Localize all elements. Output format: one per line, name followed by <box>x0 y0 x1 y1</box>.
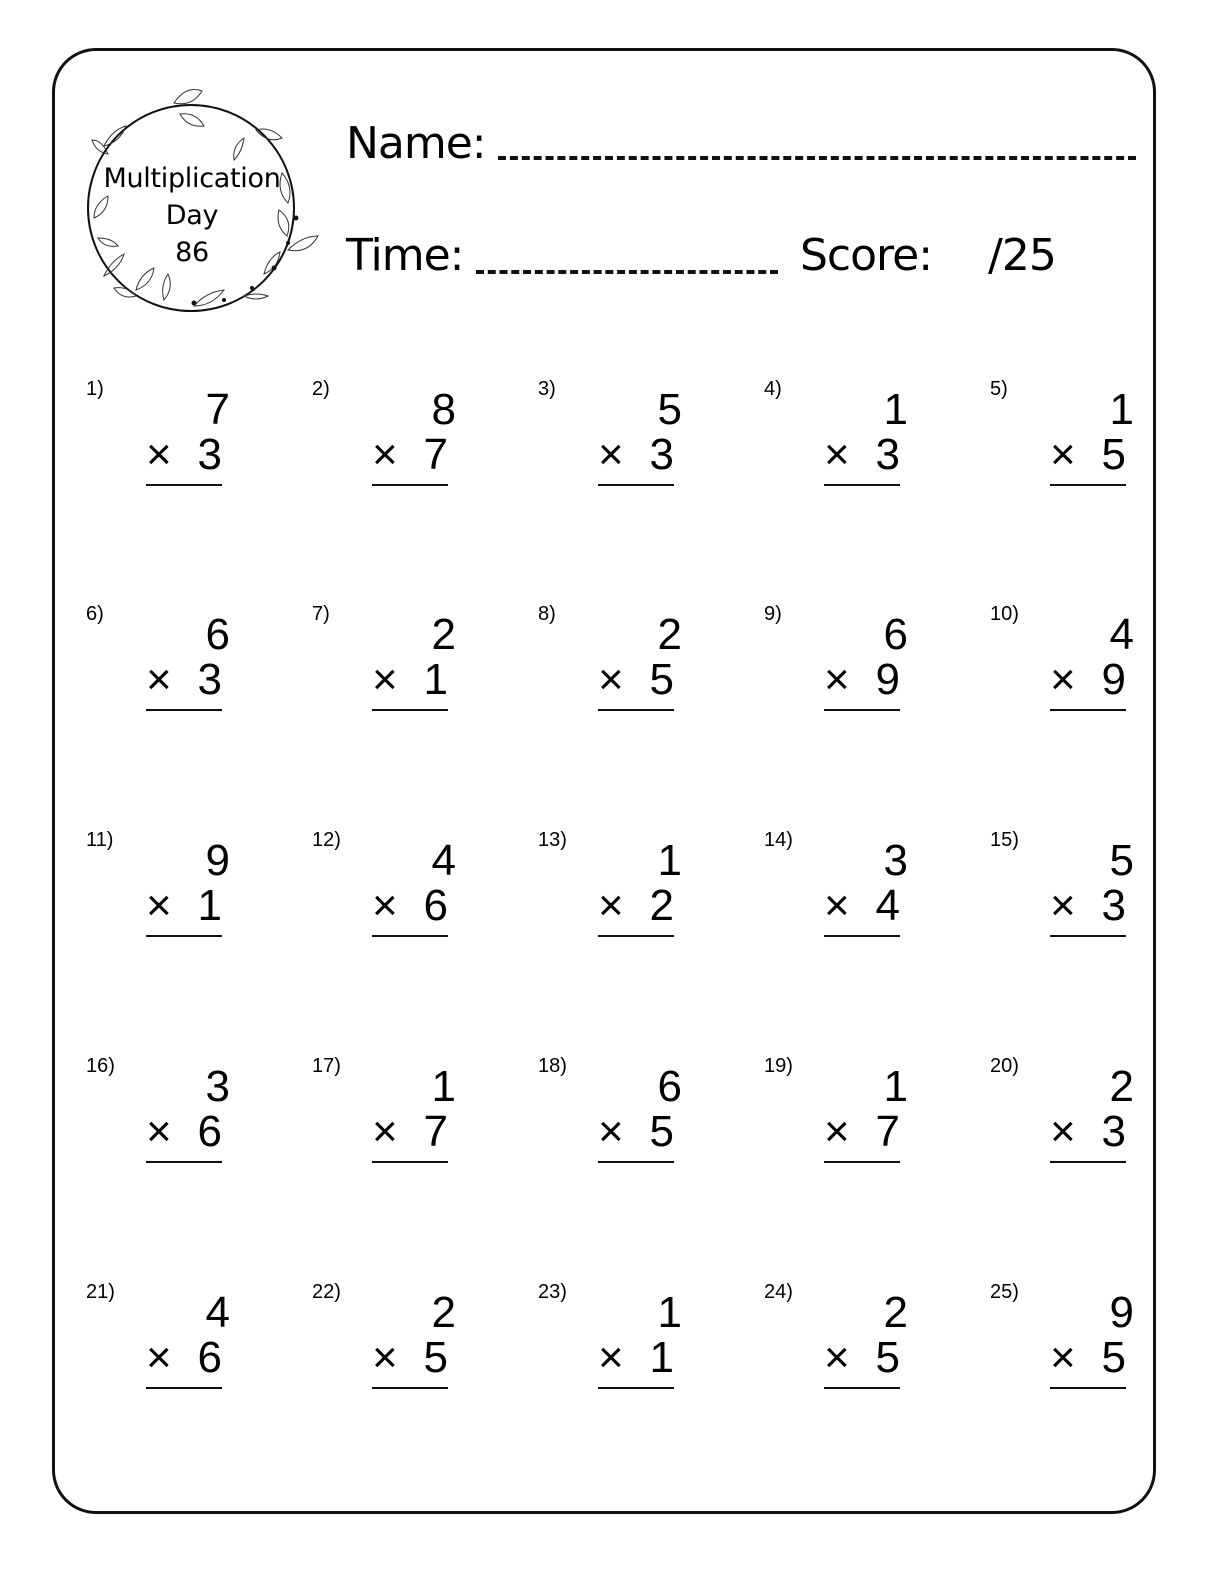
multiplier: 7 <box>875 1107 900 1156</box>
answer-line[interactable] <box>824 484 900 486</box>
multiplicand: 7 <box>205 385 230 434</box>
problem <box>312 603 538 743</box>
multiplicand: 6 <box>657 1062 682 1111</box>
problem-number: 15) <box>990 829 1019 851</box>
problem-number: 13) <box>538 829 567 851</box>
problem <box>990 829 1216 969</box>
multiplier-row <box>824 1334 900 1382</box>
answer-line[interactable] <box>1050 484 1126 486</box>
problem-number: 21) <box>86 1281 115 1303</box>
problem-number: 2) <box>312 378 330 400</box>
problem <box>538 1055 764 1195</box>
multiplier-row <box>372 656 448 704</box>
times-icon: × <box>824 1107 850 1156</box>
answer-line[interactable] <box>146 484 222 486</box>
multiplicand: 2 <box>431 610 456 659</box>
problem-number: 20) <box>990 1055 1019 1077</box>
problem <box>990 1055 1216 1195</box>
problem <box>764 1281 990 1421</box>
answer-line[interactable] <box>146 1161 222 1163</box>
answer-line[interactable] <box>372 484 448 486</box>
problem <box>312 1055 538 1195</box>
answer-line[interactable] <box>146 935 222 937</box>
times-icon: × <box>824 430 850 479</box>
multiplicand: 5 <box>657 385 682 434</box>
multiplicand: 6 <box>205 610 230 659</box>
multiplier: 6 <box>197 1333 222 1382</box>
multiplier: 7 <box>423 430 448 479</box>
problem <box>538 829 764 969</box>
times-icon: × <box>372 430 398 479</box>
problem-number: 14) <box>764 829 793 851</box>
answer-line[interactable] <box>146 709 222 711</box>
multiplicand: 1 <box>883 1062 908 1111</box>
answer-line[interactable] <box>824 1387 900 1389</box>
multiplier-row <box>372 882 448 930</box>
problem-number: 4) <box>764 378 782 400</box>
times-icon: × <box>598 1107 624 1156</box>
multiplier-row <box>1050 1334 1126 1382</box>
times-icon: × <box>372 881 398 930</box>
times-icon: × <box>1050 655 1076 704</box>
problem <box>538 1281 764 1421</box>
multiplicand: 6 <box>883 610 908 659</box>
times-icon: × <box>598 430 624 479</box>
times-icon: × <box>146 1107 172 1156</box>
times-icon: × <box>146 1333 172 1382</box>
problem <box>764 1055 990 1195</box>
problem-number: 5) <box>990 378 1008 400</box>
answer-line[interactable] <box>372 709 448 711</box>
multiplicand: 1 <box>883 385 908 434</box>
score-total: /25 <box>988 230 1056 281</box>
multiplier: 3 <box>875 430 900 479</box>
answer-line[interactable] <box>598 1387 674 1389</box>
problem <box>86 603 312 743</box>
answer-line[interactable] <box>598 709 674 711</box>
title-badge <box>74 78 324 328</box>
multiplier-row <box>372 1108 448 1156</box>
times-icon: × <box>1050 1333 1076 1382</box>
multiplier: 3 <box>197 655 222 704</box>
problem-number: 9) <box>764 603 782 625</box>
multiplier-row <box>824 882 900 930</box>
answer-line[interactable] <box>598 935 674 937</box>
multiplier: 6 <box>197 1107 222 1156</box>
problem-number: 25) <box>990 1281 1019 1303</box>
multiplier: 2 <box>649 881 674 930</box>
answer-line[interactable] <box>372 1161 448 1163</box>
multiplier: 1 <box>649 1333 674 1382</box>
times-icon: × <box>824 1333 850 1382</box>
multiplier-row <box>372 1334 448 1382</box>
times-icon: × <box>146 655 172 704</box>
problem <box>990 378 1216 518</box>
problem <box>538 378 764 518</box>
problem-number: 10) <box>990 603 1019 625</box>
time-label: Time: <box>346 230 464 281</box>
multiplier-row <box>598 1108 674 1156</box>
problem <box>764 378 990 518</box>
answer-line[interactable] <box>372 1387 448 1389</box>
multiplier: 6 <box>423 881 448 930</box>
problem-number: 17) <box>312 1055 341 1077</box>
multiplier-row <box>824 431 900 479</box>
badge-subtitle: Day <box>165 200 219 231</box>
problem-number: 18) <box>538 1055 567 1077</box>
multiplier: 3 <box>1101 881 1126 930</box>
multiplier-row <box>1050 431 1126 479</box>
multiplicand: 4 <box>431 836 456 885</box>
multiplier: 1 <box>197 881 222 930</box>
multiplier-row <box>146 1334 222 1382</box>
multiplier-row <box>598 431 674 479</box>
multiplicand: 9 <box>1109 1288 1134 1337</box>
multiplier-row <box>1050 1108 1126 1156</box>
multiplier-row <box>598 656 674 704</box>
multiplier: 1 <box>423 655 448 704</box>
multiplicand: 3 <box>883 836 908 885</box>
multiplier-row <box>146 1108 222 1156</box>
badge-day-number: 86 <box>175 237 209 268</box>
times-icon: × <box>372 1333 398 1382</box>
multiplier: 5 <box>875 1333 900 1382</box>
multiplicand: 1 <box>657 1288 682 1337</box>
problem <box>312 1281 538 1421</box>
problem <box>86 829 312 969</box>
multiplicand: 2 <box>657 610 682 659</box>
name-field[interactable] <box>498 156 1136 160</box>
problem <box>990 1281 1216 1421</box>
name-label: Name: <box>346 118 486 169</box>
answer-line[interactable] <box>1050 709 1126 711</box>
problem-number: 12) <box>312 829 341 851</box>
times-icon: × <box>146 430 172 479</box>
multiplier-row <box>372 431 448 479</box>
times-icon: × <box>1050 430 1076 479</box>
multiplier: 9 <box>875 655 900 704</box>
multiplicand: 3 <box>205 1062 230 1111</box>
multiplicand: 8 <box>431 385 456 434</box>
times-icon: × <box>146 881 172 930</box>
multiplicand: 1 <box>657 836 682 885</box>
problem-number: 19) <box>764 1055 793 1077</box>
problem <box>312 829 538 969</box>
multiplicand: 2 <box>883 1288 908 1337</box>
multiplier: 5 <box>1101 1333 1126 1382</box>
multiplicand: 2 <box>431 1288 456 1337</box>
multiplier: 5 <box>649 1107 674 1156</box>
problem <box>86 1281 312 1421</box>
multiplicand: 1 <box>431 1062 456 1111</box>
multiplier: 5 <box>1101 430 1126 479</box>
multiplier-row <box>598 882 674 930</box>
times-icon: × <box>598 1333 624 1382</box>
problem-number: 16) <box>86 1055 115 1077</box>
badge-title: Multiplication <box>103 163 281 194</box>
multiplicand: 1 <box>1109 385 1134 434</box>
problem-number: 8) <box>538 603 556 625</box>
multiplier-row <box>598 1334 674 1382</box>
times-icon: × <box>598 881 624 930</box>
multiplier: 5 <box>649 655 674 704</box>
multiplier: 7 <box>423 1107 448 1156</box>
answer-line[interactable] <box>824 709 900 711</box>
problem <box>312 378 538 518</box>
answer-line[interactable] <box>372 935 448 937</box>
multiplicand: 2 <box>1109 1062 1134 1111</box>
problem <box>990 603 1216 743</box>
problem-number: 11) <box>86 829 114 851</box>
answer-line[interactable] <box>824 935 900 937</box>
multiplier: 4 <box>875 881 900 930</box>
multiplicand: 5 <box>1109 836 1134 885</box>
problem-number: 23) <box>538 1281 567 1303</box>
answer-line[interactable] <box>1050 1161 1126 1163</box>
times-icon: × <box>1050 1107 1076 1156</box>
problem <box>764 829 990 969</box>
multiplier-row <box>824 1108 900 1156</box>
times-icon: × <box>372 1107 398 1156</box>
answer-line[interactable] <box>598 1161 674 1163</box>
times-icon: × <box>372 655 398 704</box>
multiplicand: 9 <box>205 836 230 885</box>
multiplier: 9 <box>1101 655 1126 704</box>
problem-number: 3) <box>538 378 556 400</box>
problem-number: 7) <box>312 603 330 625</box>
multiplier-row <box>1050 656 1126 704</box>
score-label: Score: <box>800 230 933 281</box>
times-icon: × <box>1050 881 1076 930</box>
multiplier-row <box>146 882 222 930</box>
problem <box>86 1055 312 1195</box>
multiplicand: 4 <box>1109 610 1134 659</box>
problem <box>86 378 312 518</box>
problem <box>764 603 990 743</box>
times-icon: × <box>824 655 850 704</box>
multiplier: 3 <box>1101 1107 1126 1156</box>
problem-number: 22) <box>312 1281 341 1303</box>
time-field[interactable] <box>476 270 778 274</box>
multiplier-row <box>146 431 222 479</box>
multiplicand: 4 <box>205 1288 230 1337</box>
multiplier: 3 <box>649 430 674 479</box>
multiplier: 3 <box>197 430 222 479</box>
answer-line[interactable] <box>1050 1387 1126 1389</box>
times-icon: × <box>824 881 850 930</box>
problem-number: 1) <box>86 378 104 400</box>
multiplier-row <box>824 656 900 704</box>
problem-number: 6) <box>86 603 104 625</box>
answer-line[interactable] <box>598 484 674 486</box>
answer-line[interactable] <box>1050 935 1126 937</box>
problem <box>538 603 764 743</box>
answer-line[interactable] <box>824 1161 900 1163</box>
multiplier-row <box>146 656 222 704</box>
multiplier: 5 <box>423 1333 448 1382</box>
answer-line[interactable] <box>146 1387 222 1389</box>
multiplier-row <box>1050 882 1126 930</box>
times-icon: × <box>598 655 624 704</box>
problem-number: 24) <box>764 1281 793 1303</box>
